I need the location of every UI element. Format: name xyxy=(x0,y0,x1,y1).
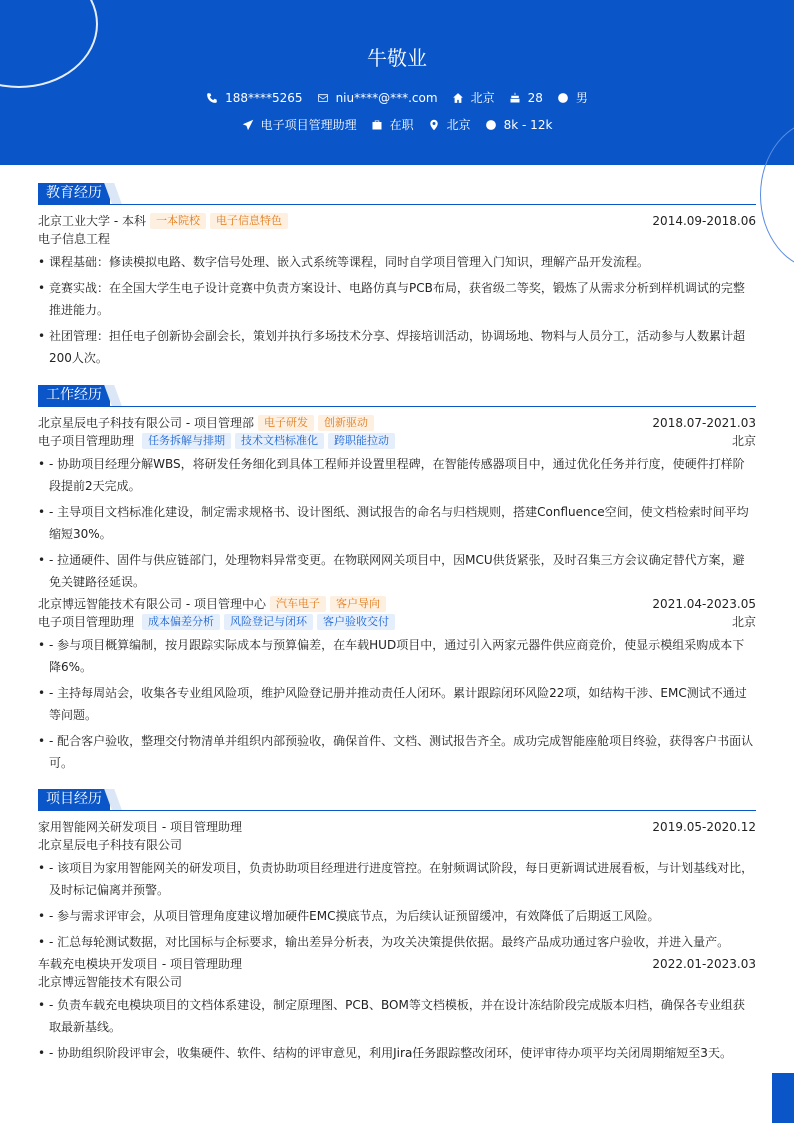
section-title: 工作经历 xyxy=(38,385,110,406)
salary-icon xyxy=(485,119,497,131)
phone-text: 188****5265 xyxy=(225,90,303,105)
project-company: 北京博远智能技术有限公司 xyxy=(38,975,183,989)
list-item: • - 汇总每轮测试数据，对比国标与企标要求，输出差异分析表，为攻关决策提供依据。最终产品成功通过客户验收，并进入量产。 xyxy=(38,931,756,953)
location-icon xyxy=(428,119,440,131)
project-company: 北京星辰电子科技有限公司 xyxy=(38,838,183,852)
project-name: 车载充电模块开发项目 - 项目管理助理 xyxy=(38,957,242,971)
intent-city-item xyxy=(428,116,471,133)
phone-icon xyxy=(206,92,218,104)
list-item: • - 参与项目概算编制，按月跟踪实际成本与预算偏差，在车载HUD项目中，通过引入两家元器件供应商竞价，使显示模组采购成本下降6%。 xyxy=(38,634,756,678)
list-item: • - 主持每周站会，收集各专业组风险项，维护风险登记册并推动责任人闭环。累计跟踪闭环风险22项，如结构干涉、EMC测试不通过等问题。 xyxy=(38,682,756,726)
work-date: 2018.07-2021.03 xyxy=(652,416,756,430)
skill-tag: 技术文档标准化 xyxy=(235,433,324,449)
salary-text: 8k - 12k xyxy=(503,117,553,132)
contact-row xyxy=(0,89,794,106)
job-status-item xyxy=(371,116,414,133)
list-item: • 竞赛实战：在全国大学生电子设计竞赛中负责方案设计、电路仿真与PCB布局，获省级二等奖，锻炼了从需求分析到样机调试的完整推进能力。 xyxy=(38,277,756,321)
project-details xyxy=(38,857,756,953)
education-details xyxy=(38,251,756,369)
skill-tag: 风险登记与闭环 xyxy=(224,614,313,630)
intent-position-item xyxy=(242,116,357,133)
project-date: 2022.01-2023.03 xyxy=(652,957,756,971)
list-item: • - 参与需求评审会，从项目管理角度建议增加硬件EMC摸底节点，为后续认证预留缓冲，有效降低了后期返工风险。 xyxy=(38,905,756,927)
phone-item xyxy=(206,91,302,105)
skill-tag: 客户验收交付 xyxy=(317,614,395,630)
company-tag: 电子研发 xyxy=(258,415,314,431)
intent-city-text: 北京 xyxy=(446,118,471,132)
section-header xyxy=(38,183,756,205)
work-details xyxy=(38,634,756,774)
job-role: 电子项目管理助理 xyxy=(38,434,135,448)
job-status-text: 在职 xyxy=(389,118,414,132)
major-name: 电子信息工程 xyxy=(38,232,111,246)
projects-section xyxy=(38,789,756,1068)
candidate-name: 牛敬业 xyxy=(367,46,427,70)
salary-item xyxy=(485,118,553,132)
work-date: 2021.04-2023.05 xyxy=(652,597,756,611)
skill-tag: 跨职能拉动 xyxy=(328,433,395,449)
section-header xyxy=(38,789,756,811)
list-item: • 课程基础：修读模拟电路、数字信号处理、嵌入式系统等课程，同时自学项目管理入门知识，理解产品开发流程。 xyxy=(38,251,756,273)
gender-text: 男 xyxy=(575,91,588,105)
section-title: 项目经历 xyxy=(38,789,110,810)
list-item: • - 配合客户验收，整理交付物清单并组织内部预验收，确保首件、文档、测试报告齐全。成功完成智能座舱项目终验，获得客户书面认可。 xyxy=(38,730,756,774)
intent-position-text: 电子项目管理助理 xyxy=(260,118,357,132)
school-tag: 一本院校 xyxy=(150,213,206,229)
education-entry xyxy=(38,212,756,369)
status-icon xyxy=(371,119,383,131)
project-entry xyxy=(38,955,756,1064)
project-entry xyxy=(38,818,756,953)
work-city: 北京 xyxy=(731,615,756,629)
email-text: niu****@***.com xyxy=(335,90,438,105)
skill-tag: 任务拆解与排期 xyxy=(142,433,231,449)
age-text: 28 xyxy=(527,90,543,105)
job-role: 电子项目管理助理 xyxy=(38,615,135,629)
hometown-text: 北京 xyxy=(470,91,495,105)
cake-icon xyxy=(509,92,521,104)
list-item: • - 拉通硬件、固件与供应链部门，处理物料异常变更。在物联网网关项目中，因MCU供货紧张，及时召集三方会议确定替代方案，避免关键路径延误。 xyxy=(38,549,756,593)
project-date: 2019.05-2020.12 xyxy=(652,820,756,834)
project-details xyxy=(38,994,756,1064)
list-item: • 社团管理：担任电子创新协会副会长，策划并执行多场技术分享、焊接培训活动，协调场地、物料与人员分工，活动参与人数累计超200人次。 xyxy=(38,325,756,369)
age-item xyxy=(509,91,543,105)
list-item: • - 负责车载充电模块项目的文档体系建设，制定原理图、PCB、BOM等文档模板，并在设计冻结阶段完成版本归档，确保各专业组获取最新基线。 xyxy=(38,994,756,1038)
company-tag: 客户导向 xyxy=(330,596,386,612)
work-section xyxy=(38,385,756,778)
gender-item xyxy=(557,89,588,106)
work-city: 北京 xyxy=(731,434,756,448)
hometown-item xyxy=(452,89,495,106)
skill-tag: 成本偏差分析 xyxy=(142,614,220,630)
section-header xyxy=(38,385,756,407)
list-item: • - 主导项目文档标准化建设，制定需求规格书、设计图纸、测试报告的命名与归档规则，搭建Confluence空间，使文档检索时间平均缩短30%。 xyxy=(38,501,756,545)
decorative-corner-block xyxy=(772,1073,794,1123)
email-item xyxy=(317,91,438,105)
work-details xyxy=(38,453,756,593)
resume-header xyxy=(0,0,794,165)
home-icon xyxy=(452,92,464,104)
project-name: 家用智能网关研发项目 - 项目管理助理 xyxy=(38,820,242,834)
section-title: 教育经历 xyxy=(38,183,110,204)
education-section xyxy=(38,183,756,373)
send-icon xyxy=(242,119,254,131)
school-tag: 电子信息特色 xyxy=(210,213,288,229)
company-name: 北京博远智能技术有限公司 - 项目管理中心 xyxy=(38,597,266,611)
company-tag: 创新驱动 xyxy=(318,415,374,431)
work-entry xyxy=(38,414,756,593)
list-item: • - 协助项目经理分解WBS，将研发任务细化到具体工程师并设置里程碑，在智能传感器项目中，通过优化任务并行度，使硬件打样阶段提前2天完成。 xyxy=(38,453,756,497)
mail-icon xyxy=(317,92,329,104)
company-tag: 汽车电子 xyxy=(270,596,326,612)
gender-icon xyxy=(557,92,569,104)
job-intent-row xyxy=(0,116,794,133)
education-date: 2014.09-2018.06 xyxy=(652,214,756,228)
company-name: 北京星辰电子科技有限公司 - 项目管理部 xyxy=(38,416,254,430)
school-name: 北京工业大学 - 本科 xyxy=(38,214,146,228)
list-item: • - 该项目为家用智能网关的研发项目，负责协助项目经理进行进度管控。在射频调试阶段，每日更新调试进展看板，与计划基线对比，及时标记偏离并预警。 xyxy=(38,857,756,901)
work-entry xyxy=(38,595,756,774)
list-item: • - 协助组织阶段评审会，收集硬件、软件、结构的评审意见，利用Jira任务跟踪整改闭环，使评审待办项平均关闭周期缩短至3天。 xyxy=(38,1042,756,1064)
